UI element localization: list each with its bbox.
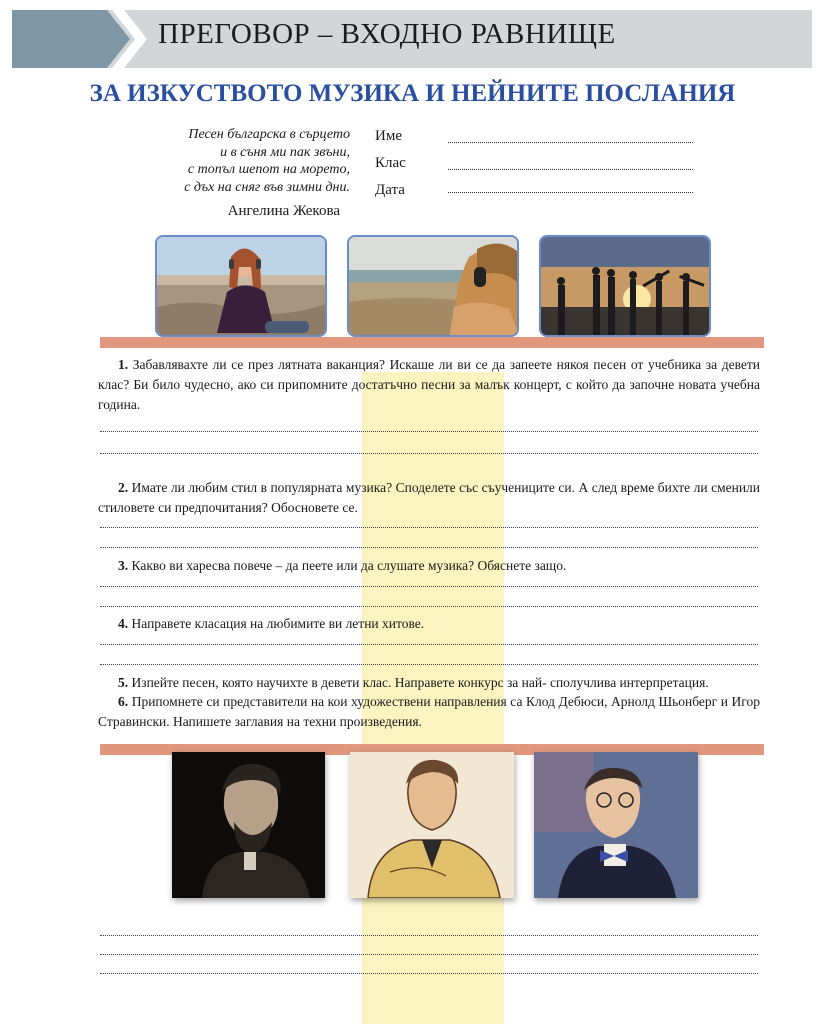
question-text: Изпейте песен, която научихте в девети клас. Направете конкурс за най- сполучлива интерпретация. — [131, 675, 709, 690]
poem-line: с топъл шепот на морето, — [187, 162, 350, 177]
question-number: 4. — [118, 616, 129, 631]
photo-girl-headphones-beach — [155, 235, 327, 337]
poem-line: с дъх на сняг във зимни дни. — [184, 179, 350, 195]
answer-line[interactable] — [100, 452, 758, 454]
question-number: 5. — [118, 675, 129, 690]
page-header-title: ПРЕГОВОР – ВХОДНО РАВНИЩЕ — [158, 18, 616, 50]
photo-beach-headphones — [347, 235, 519, 337]
question-5 — [98, 673, 760, 693]
name-field[interactable] — [448, 141, 693, 143]
answer-line[interactable] — [100, 546, 758, 548]
poem-author: Ангелина Жекова — [227, 203, 340, 219]
name-label: Име — [375, 128, 402, 144]
question-4 — [98, 614, 760, 634]
question-text: Припомнете си представители на кои художествени направления са Клод Дебюси, Арнолд Шьонберг и Игор Стравински. Напишете заглавия на техни произведения. — [98, 694, 761, 729]
answer-line[interactable] — [100, 605, 758, 607]
portrait-stravinsky — [534, 752, 698, 898]
question-number: 6. — [118, 694, 129, 709]
answer-line[interactable] — [100, 972, 758, 974]
question-number: 1. — [118, 357, 129, 372]
question-2 — [98, 478, 760, 518]
question-number: 2. — [118, 480, 129, 495]
poem-line: и в съня ми пак звъни, — [220, 144, 350, 160]
answer-line[interactable] — [100, 585, 758, 587]
answer-line[interactable] — [100, 663, 758, 665]
class-field[interactable] — [448, 168, 693, 170]
question-text: Направете класация на любимите ви летни хитове. — [131, 616, 425, 631]
poem-line: Песен българска в сърцето — [188, 127, 350, 142]
date-label: Дата — [375, 182, 405, 198]
answer-line[interactable] — [100, 643, 758, 645]
poem-epigraph — [110, 126, 350, 196]
header-chevron-icon — [12, 10, 152, 68]
question-text: Имате ли любим стил в популярната музика? Споделете със съучениците си. А след време бихте ли сменили стиловете си предпочитания? Обосновете се. — [98, 480, 761, 515]
answer-line[interactable] — [100, 526, 758, 528]
question-1 — [98, 355, 760, 415]
class-label: Клас — [375, 155, 406, 171]
answer-line[interactable] — [100, 953, 758, 955]
portrait-schoenberg-drawing — [350, 752, 514, 898]
question-text: Какво ви харесва повече – да пеете или да слушате музика? Обяснете защо. — [131, 558, 567, 573]
answer-line[interactable] — [100, 430, 758, 432]
question-6 — [98, 692, 760, 732]
date-field[interactable] — [448, 191, 693, 193]
answer-line[interactable] — [100, 934, 758, 936]
accent-bar-top — [100, 337, 764, 348]
photo-friends-sunset — [539, 235, 711, 337]
portrait-debussy — [172, 752, 325, 898]
question-number: 3. — [118, 558, 129, 573]
question-3 — [98, 556, 760, 576]
question-text: Забавлявахте ли се през лятната ваканция? Искаше ли ви се да запеете някоя песен от учебника за девети клас? Би било чудесно, ако си припомните достатъчно песни за малък концерт, с който да започне новата учебна година. — [98, 357, 761, 412]
page-title: ЗА ИЗКУСТВОТО МУЗИКА И НЕЙНИТЕ ПОСЛАНИЯ — [89, 80, 736, 107]
